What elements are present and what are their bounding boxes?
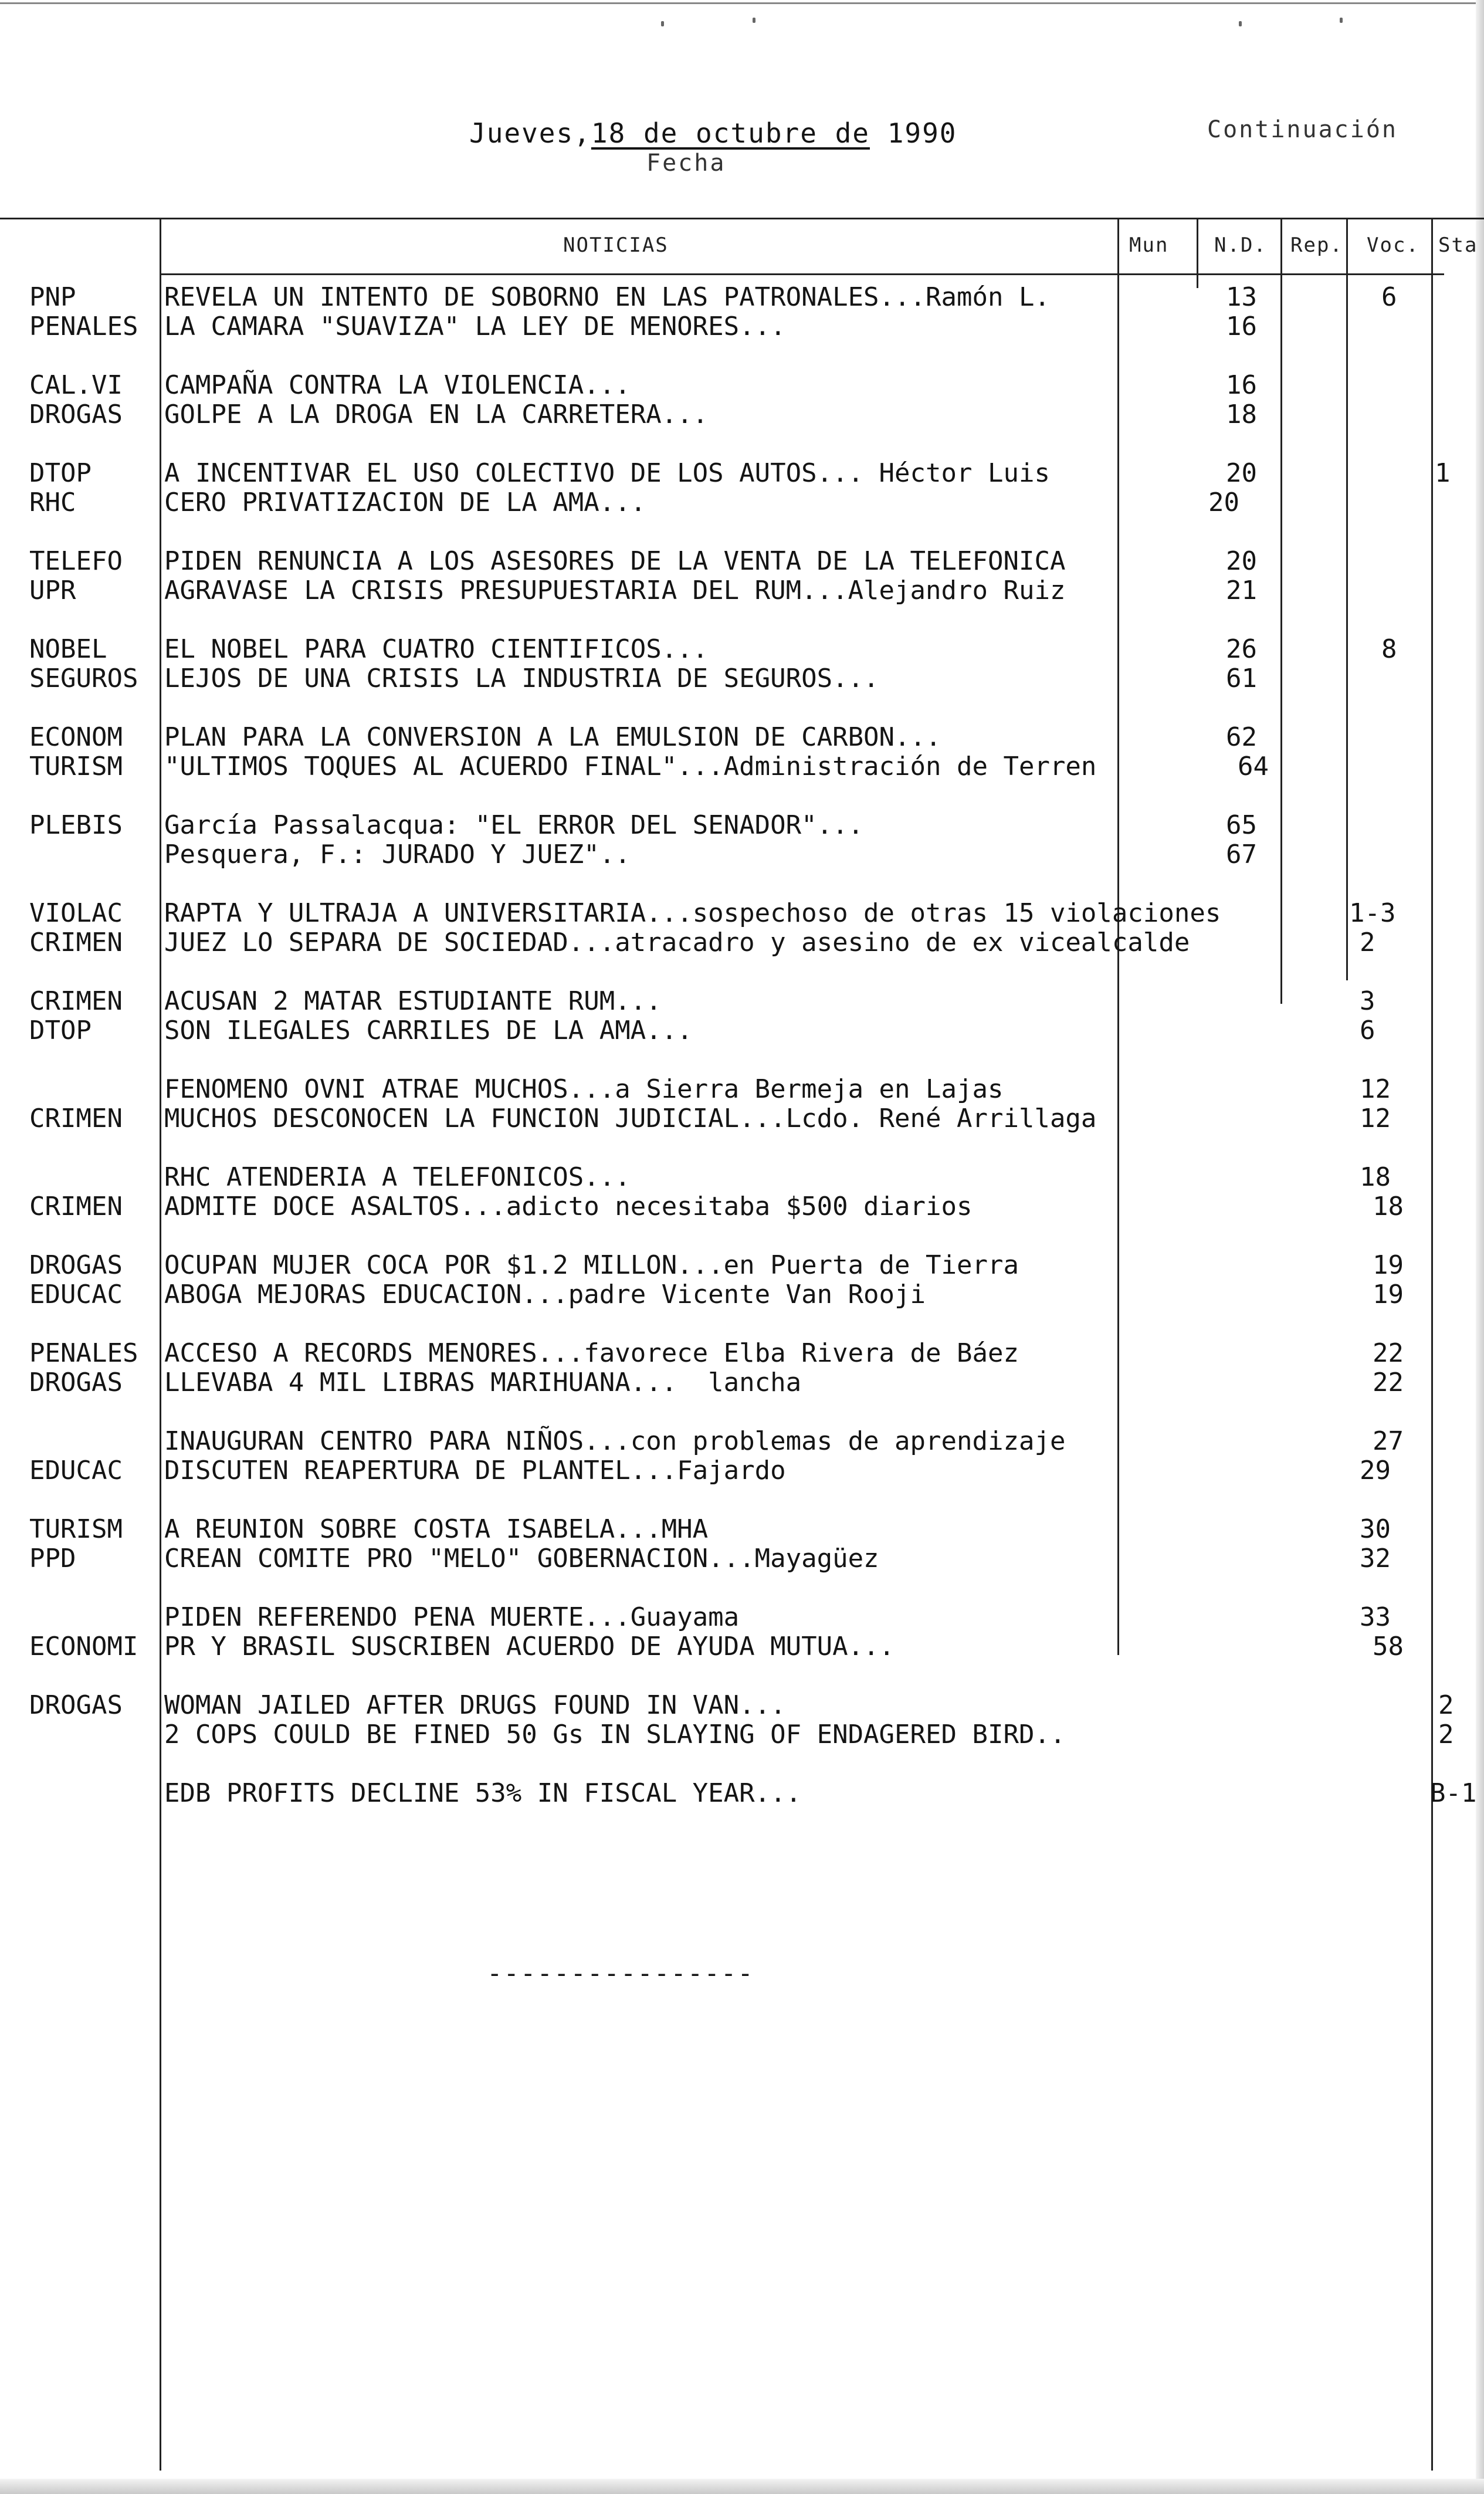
row-voc-page: 18: [1360, 1162, 1391, 1192]
row-voc-page: 8: [1381, 634, 1397, 664]
column-header-voc: Voc.: [1367, 234, 1419, 257]
row-headline: Pesquera, F.: JURADO Y JUEZ"..: [164, 840, 631, 869]
table-top-rule: [0, 218, 1484, 219]
row-category: EDUCAC: [29, 1456, 123, 1485]
row-category: TURISM: [29, 1514, 123, 1544]
row-voc-page: 18: [1373, 1192, 1404, 1221]
row-headline: EDB PROFITS DECLINE 53% IN FISCAL YEAR...: [164, 1778, 802, 1808]
row-nd-page: 20: [1226, 458, 1257, 488]
row-headline: GOLPE A LA DROGA EN LA CARRETERA...: [164, 400, 709, 429]
row-category: CRIMEN: [29, 1104, 123, 1133]
row-voc-page: 29: [1360, 1456, 1391, 1485]
row-voc-page: 6: [1381, 282, 1397, 312]
row-headline: A REUNION SOBRE COSTA ISABELA...MHA: [164, 1514, 709, 1544]
row-sta-page: 2: [1438, 1690, 1454, 1720]
row-headline: INAUGURAN CENTRO PARA NIÑOS...con problemas de aprendizaje: [164, 1426, 1066, 1456]
row-category: DROGAS: [29, 1690, 123, 1720]
row-headline: REVELA UN INTENTO DE SOBORNO EN LAS PATRONALES...Ramón L.: [164, 282, 1050, 312]
row-category: RHC: [29, 488, 76, 517]
row-headline: PLAN PARA LA CONVERSION A LA EMULSION DE CARBON...: [164, 722, 941, 752]
row-category: CRIMEN: [29, 1192, 123, 1221]
row-headline: ACUSAN 2 MATAR ESTUDIANTE RUM...: [164, 986, 662, 1016]
row-voc-page: 33: [1360, 1602, 1391, 1632]
row-nd-page: 13: [1226, 282, 1257, 312]
row-headline: CERO PRIVATIZACION DE LA AMA...: [164, 488, 646, 517]
row-category: DTOP: [29, 1016, 92, 1045]
row-voc-page: 19: [1373, 1250, 1404, 1280]
row-voc-page: 12: [1360, 1104, 1391, 1133]
row-headline: SON ILEGALES CARRILES DE LA AMA...: [164, 1016, 693, 1045]
row-category: CRIMEN: [29, 928, 123, 957]
row-category: PLEBIS: [29, 810, 123, 840]
row-category: ECONOMI: [29, 1632, 138, 1661]
row-headline: CREAN COMITE PRO "MELO" GOBERNACION...Mayagüez: [164, 1544, 879, 1573]
row-nd-page: 61: [1226, 664, 1257, 693]
date-line: [469, 117, 957, 149]
row-headline: ADMITE DOCE ASALTOS...adicto necesitaba $500 diarios: [164, 1192, 973, 1221]
table-divider-voc: [1346, 218, 1348, 980]
row-nd-page: 16: [1226, 312, 1257, 341]
row-category: DROGAS: [29, 1250, 123, 1280]
row-nd-page: 67: [1226, 840, 1257, 869]
row-category: TURISM: [29, 752, 123, 781]
row-headline: LEJOS DE UNA CRISIS LA INDUSTRIA DE SEGUROS...: [164, 664, 879, 693]
row-voc-page: 32: [1360, 1544, 1391, 1573]
row-headline: MUCHOS DESCONOCEN LA FUNCION JUDICIAL...Lcdo. René Arrillaga: [164, 1104, 1097, 1133]
row-voc-page: 30: [1360, 1514, 1391, 1544]
scan-speck: [661, 21, 664, 26]
row-category: CRIMEN: [29, 986, 123, 1016]
table-divider-category: [160, 218, 161, 2471]
column-header-mun: Mun: [1129, 234, 1169, 257]
row-headline: ABOGA MEJORAS EDUCACION...padre Vicente Van Rooji: [164, 1280, 926, 1309]
row-headline: AGRAVASE LA CRISIS PRESUPUESTARIA DEL RUM...Alejandro Ruiz: [164, 576, 1066, 605]
table-divider-sta: [1431, 218, 1433, 2471]
row-nd-page: 18: [1226, 400, 1257, 429]
row-category: DROGAS: [29, 400, 123, 429]
row-sta-page: 2: [1438, 1720, 1454, 1749]
top-scan-edge: [0, 2, 1484, 4]
row-nd-page: 21: [1226, 576, 1257, 605]
scan-speck: [1340, 18, 1343, 23]
row-headline: PR Y BRASIL SUSCRIBEN ACUERDO DE AYUDA MUTUA...: [164, 1632, 895, 1661]
year-value: 1990: [887, 117, 957, 149]
row-category: VIOLAC: [29, 898, 123, 928]
row-voc-page: 58: [1373, 1632, 1404, 1661]
row-category: ECONOM: [29, 722, 123, 752]
row-nd-page: 62: [1226, 722, 1257, 752]
column-header-sta: Sta: [1438, 234, 1478, 257]
row-headline: WOMAN JAILED AFTER DRUGS FOUND IN VAN...: [164, 1690, 786, 1720]
table-divider-nd: [1197, 218, 1198, 288]
fecha-label: Fecha: [646, 150, 726, 177]
row-category: PENALES: [29, 312, 138, 341]
row-voc-page: 19: [1373, 1280, 1404, 1309]
row-voc-page: 6: [1360, 1016, 1375, 1045]
row-headline: FENOMENO OVNI ATRAE MUCHOS...a Sierra Bermeja en Lajas: [164, 1074, 1004, 1104]
row-voc-page: 22: [1373, 1368, 1404, 1397]
row-category: NOBEL: [29, 634, 107, 664]
row-headline: 2 COPS COULD BE FINED 50 Gs IN SLAYING OF ENDAGERED BIRD..: [164, 1720, 1066, 1749]
row-headline: CAMPAÑA CONTRA LA VIOLENCIA...: [164, 370, 631, 400]
row-headline: LLEVABA 4 MIL LIBRAS MARIHUANA... lancha: [164, 1368, 802, 1397]
row-headline: García Passalacqua: "EL ERROR DEL SENADOR"...: [164, 810, 864, 840]
row-headline: DISCUTEN REAPERTURA DE PLANTEL...Fajardo: [164, 1456, 786, 1485]
row-category: CAL.VI: [29, 370, 123, 400]
row-headline: RAPTA Y ULTRAJA A UNIVERSITARIA...sospechoso de otras 15 violaciones: [164, 898, 1221, 928]
column-header-rep: Rep.: [1290, 234, 1343, 257]
column-header-noticias: NOTICIAS: [563, 234, 669, 257]
row-headline: OCUPAN MUJER COCA POR $1.2 MILLON...en Puerta de Tierra: [164, 1250, 1019, 1280]
row-category: SEGUROS: [29, 664, 138, 693]
row-category: TELEFO: [29, 546, 123, 576]
row-voc-page: 22: [1373, 1338, 1404, 1368]
row-category: DTOP: [29, 458, 92, 488]
row-voc-page: 1-3: [1349, 898, 1396, 928]
row-category: PENALES: [29, 1338, 138, 1368]
row-headline: ACCESO A RECORDS MENORES...favorece Elba Rivera de Báez: [164, 1338, 1019, 1368]
column-header-nd: N.D.: [1214, 234, 1267, 257]
row-headline: JUEZ LO SEPARA DE SOCIEDAD...atracadro y asesino de ex vicealcalde: [164, 928, 1190, 957]
row-headline: "ULTIMOS TOQUES AL ACUERDO FINAL"...Administración de Terren: [164, 752, 1097, 781]
row-headline: EL NOBEL PARA CUATRO CIENTIFICOS...: [164, 634, 709, 664]
row-nd-page: 65: [1226, 810, 1257, 840]
row-headline: A INCENTIVAR EL USO COLECTIVO DE LOS AUTOS... Héctor Luis: [164, 458, 1050, 488]
row-nd-page: 20: [1226, 546, 1257, 576]
row-headline: PIDEN REFERENDO PENA MUERTE...Guayama: [164, 1602, 740, 1632]
row-voc-page: 2: [1360, 928, 1375, 957]
row-sta-page: 1: [1435, 458, 1451, 488]
right-page-edge: [1476, 0, 1484, 2494]
row-headline: PIDEN RENUNCIA A LOS ASESORES DE LA VENTA DE LA TELEFONICA: [164, 546, 1066, 576]
scan-speck: [1239, 21, 1242, 26]
row-nd-page: 20: [1208, 488, 1239, 517]
row-voc-page: 3: [1360, 986, 1375, 1016]
row-nd-page: 26: [1226, 634, 1257, 664]
continuation-label: Continuación: [1207, 116, 1398, 143]
row-sta-page: B-1: [1430, 1778, 1477, 1808]
row-voc-page: 12: [1360, 1074, 1391, 1104]
scan-speck: [753, 18, 755, 23]
row-headline: RHC ATENDERIA A TELEFONICOS...: [164, 1162, 631, 1192]
bottom-page-edge: [0, 2479, 1484, 2494]
closing-rule: ----------------: [487, 1958, 754, 1988]
row-nd-page: 64: [1238, 752, 1269, 781]
row-category: PPD: [29, 1544, 76, 1573]
row-category: PNP: [29, 282, 76, 312]
row-headline: LA CAMARA "SUAVIZA" LA LEY DE MENORES...: [164, 312, 786, 341]
date-value: 18 de octubre de: [591, 117, 870, 149]
table-divider-rep: [1280, 218, 1282, 1004]
row-category: UPR: [29, 576, 76, 605]
row-category: DROGAS: [29, 1368, 123, 1397]
row-nd-page: 16: [1226, 370, 1257, 400]
day-label: Jueves,: [469, 117, 591, 149]
row-voc-page: 27: [1373, 1426, 1404, 1456]
table-header-rule: [160, 273, 1444, 275]
row-category: EDUCAC: [29, 1280, 123, 1309]
